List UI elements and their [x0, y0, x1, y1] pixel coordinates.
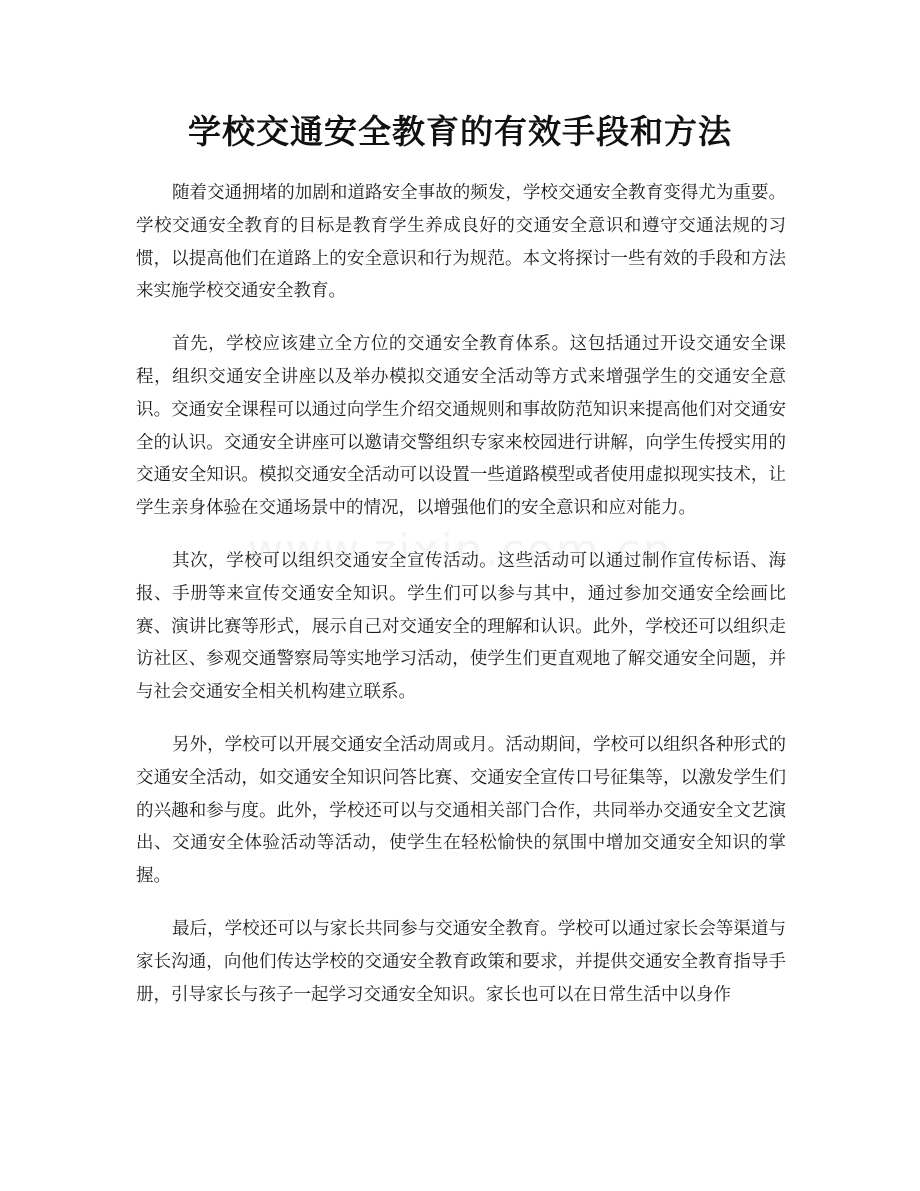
paragraph-third: 另外，学校可以开展交通安全活动周或月。活动期间，学校可以组织各种形式的交通安全活动，如交通安全知识问答比赛、交通安全宣传口号征集等，以激发学生们的兴趣和参与度。此外，学校还可以与交通相关部门合作，共同举办交通安全文艺演出、交通安全体验活动等活动，使学生在轻松愉快的氛围中增加交通安全知识的掌握。 [136, 734, 786, 887]
paragraph-second: 其次，学校可以组织交通安全宣传活动。这些活动可以通过制作宣传标语、海报、手册等来宣传交通安全知识。学生们可以参与其中，通过参加交通安全绘画比赛、演讲比赛等形式，展示自己对交通安全的理解和认识。此外，学校还可以组织走访社区、参观交通警察局等实地学习活动，使学生们更直观地了解交通安全问题，并与社会交通安全相关机构建立联系。 [136, 550, 786, 703]
paragraph-first: 首先，学校应该建立全方位的交通安全教育体系。这包括通过开设交通安全课程，组织交通安全讲座以及举办模拟交通安全活动等方式来增强学生的交通安全意识。交通安全课程可以通过向学生介绍交通规则和事故防范知识来提高他们对交通安全的认识。交通安全讲座可以邀请交警组织专家来校园进行讲解，向学生传授实用的交通安全知识。模拟交通安全活动可以设置一些道路模型或者使用虚拟现实技术，让学生亲身体验在交通场景中的情况，以增强他们的安全意识和应对能力。 [136, 334, 786, 519]
paragraph-intro: 随着交通拥堵的加剧和道路安全事故的频发，学校交通安全教育变得尤为重要。学校交通安全教育的目标是教育学生养成良好的交通安全意识和遵守交通法规的习惯，以提高他们在道路上的安全意识和行为规范。本文将探讨一些有效的手段和方法来实施学校交通安全教育。 [136, 183, 786, 302]
document-body [136, 177, 786, 1031]
paragraph-final: 最后，学校还可以与家长共同参与交通安全教育。学校可以通过家长会等渠道与家长沟通，向他们传达学校的交通安全教育政策和要求，并提供交通安全教育指导手册，引导家长与孩子一起学习交通安全知识。家长也可以在日常生活中以身作 [136, 918, 786, 1005]
document-title: 学校交通安全教育的有效手段和方法 [188, 112, 732, 151]
